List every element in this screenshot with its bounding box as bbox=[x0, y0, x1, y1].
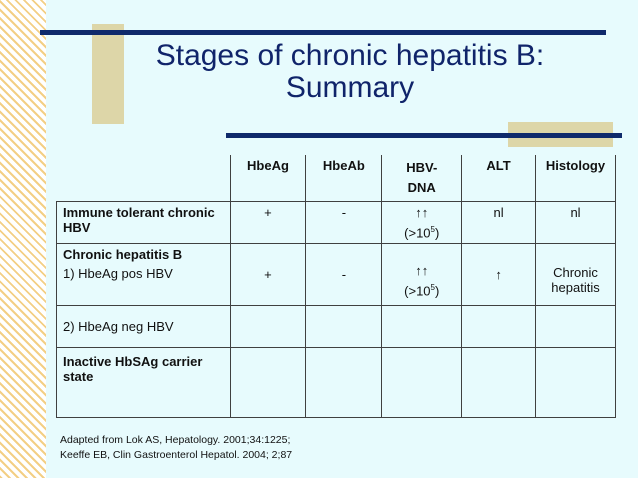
cell-histology bbox=[536, 348, 616, 418]
cell-hbeab: - bbox=[306, 202, 382, 244]
header-alt: ALT bbox=[462, 155, 536, 202]
header-blank bbox=[57, 155, 231, 202]
footnote bbox=[60, 433, 292, 463]
header-hbeab: HbeAb bbox=[306, 155, 382, 202]
slide-title bbox=[100, 40, 600, 104]
dna-threshold bbox=[388, 225, 455, 240]
dna-arrows: ↑↑ bbox=[415, 205, 429, 220]
table-row bbox=[57, 306, 616, 348]
title-line-1: Stages of chronic hepatitis B: bbox=[155, 39, 545, 72]
row-label-main: Chronic hepatitis B bbox=[63, 247, 183, 263]
table-row bbox=[57, 348, 616, 418]
cell-alt: nl bbox=[462, 202, 536, 244]
cell-hbeag: + bbox=[230, 244, 306, 306]
dna-sup: 5 bbox=[430, 282, 435, 292]
cell-alt bbox=[462, 348, 536, 418]
dna-note: (>10 bbox=[404, 225, 431, 241]
cell-histology bbox=[536, 306, 616, 348]
dna-threshold bbox=[388, 283, 455, 298]
cell-hbeag bbox=[230, 306, 306, 348]
stages-table bbox=[56, 155, 616, 418]
cell-histology: nl bbox=[536, 202, 616, 244]
decorative-stripes bbox=[0, 0, 46, 478]
dna-note: (>10 bbox=[404, 282, 431, 298]
header-hbv-dna: HBV- DNA bbox=[382, 155, 462, 202]
title-line-2: Summary bbox=[285, 71, 415, 104]
bottom-accent-line bbox=[226, 133, 622, 138]
cell-hbeab bbox=[306, 306, 382, 348]
table-header-row bbox=[57, 155, 616, 202]
cell-hbv-dna bbox=[382, 202, 462, 244]
top-accent-line bbox=[40, 30, 606, 35]
row-label: Immune tolerant chronic HBV bbox=[57, 202, 231, 244]
cell-hbv-dna bbox=[382, 306, 462, 348]
dna-close: ) bbox=[435, 282, 440, 298]
dna-arrows: ↑↑ bbox=[415, 262, 429, 278]
footnote-line-2: Keeffe EB, Clin Gastroenterol Hepatol. 2004; 2;87 bbox=[60, 449, 293, 461]
table-row bbox=[57, 202, 616, 244]
dna-sup: 5 bbox=[430, 225, 435, 234]
row-label-sub: 1) HbeAg pos HBV bbox=[63, 266, 173, 282]
cell-hbeag bbox=[230, 348, 306, 418]
cell-histology: Chronic hepatitis bbox=[536, 244, 616, 306]
table-row bbox=[57, 244, 616, 306]
cell-hbeab: - bbox=[306, 244, 382, 306]
cell-hbeag: + bbox=[230, 202, 306, 244]
dna-close: ) bbox=[435, 225, 440, 241]
footnote-line-1: Adapted from Lok AS, Hepatology. 2001;34:1225; bbox=[60, 434, 291, 446]
row-label: 2) HbeAg neg HBV bbox=[57, 306, 231, 348]
header-histology: Histology bbox=[536, 155, 616, 202]
cell-alt bbox=[462, 306, 536, 348]
cell-hbv-dna bbox=[382, 348, 462, 418]
cell-alt: ↑ bbox=[462, 244, 536, 306]
cell-hbv-dna bbox=[382, 244, 462, 306]
row-label bbox=[57, 244, 231, 306]
cell-hbeab bbox=[306, 348, 382, 418]
row-label: Inactive HbSAg carrier state bbox=[57, 348, 231, 418]
header-hbeag: HbeAg bbox=[230, 155, 306, 202]
